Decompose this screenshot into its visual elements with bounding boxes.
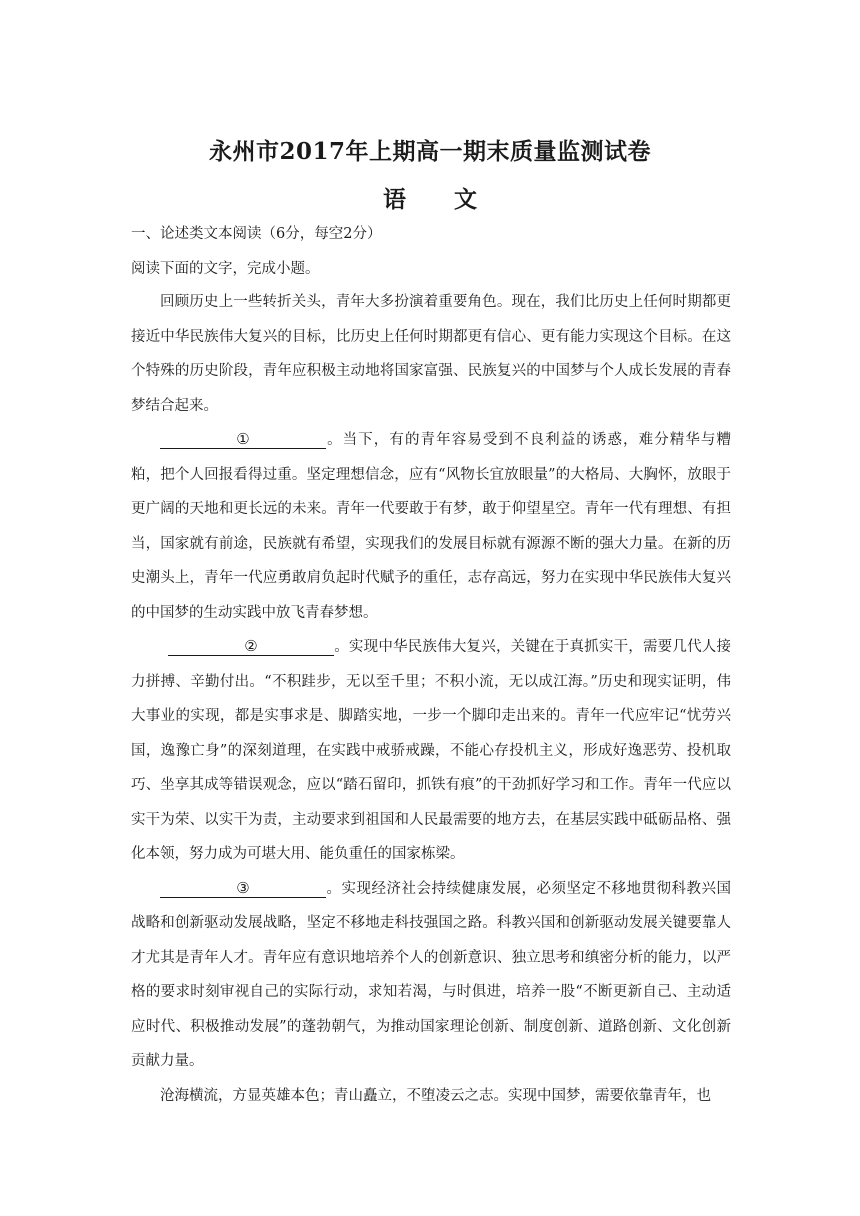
- subject-char-2: 文: [454, 186, 477, 213]
- paragraph-2-text: 。当下，有的青年容易受到不良利益的诱惑，难分精华与糟粕，把个人回报看得过重。坚定理想信念，应有“风物长宜放眼量”的大格局、大胸怀，放眼于更广阔的天地和更长远的未来。青年一代要敢于有梦，敢于仰望星空。青年一代有理想、有担当，国家就有前途，民族就有希望，实现我们的发展目标就有源源不断的强大力量。在新的历史潮头上，青年一代应勇敢肩负起时代赋予的重任，志存高远，努力在实现中华民族伟大复兴的中国梦的生动实践中放飞青春梦想。: [131, 432, 731, 621]
- fill-blank-3: [160, 878, 326, 898]
- blank-number-2: ②: [244, 637, 258, 655]
- exam-title: 永州市2017年上期高一期末质量监测试卷: [208, 138, 651, 165]
- passage-paragraph-1: 回顾历史上一些转折关头，青年大多扮演着重要角色。现在，我们比历史上任何时期都更接近中华民族伟大复兴的目标，比历史上任何时期都更有信心、更有能力实现这个目标。在这个特殊的历史阶段，青年应积极主动地将国家富强、民族复兴的中国梦与个人成长发展的青春梦结合起来。: [131, 294, 731, 414]
- paragraph-3-text: 。实现中华民族伟大复兴，关键在于真抓实干，需要几代人接力拼搏、辛勤付出。“不积跬步，无以至千里；不积小流，无以成江海。”历史和现实证明，伟大事业的实现，都是实事求是、脚踏实地，一步一个脚印走出来的。青年一代应牢记“忧劳兴国，逸豫亡身”的深刻道理，在实践中戒骄戒躁，不能心存投机主义，形成好逸恶劳、投机取巧、坐享其成等错误观念，应以“踏石留印，抓铁有痕”的干劲抓好学习和工作。青年一代应以实干为荣、以实干为责，主动要求到祖国和人民最需要的地方去，在基层实践中砥砺品格、强化本领，努力成为可堪大用、能负重任的国家栋梁。: [131, 639, 731, 862]
- passage-paragraph-5: 沧海横流，方显英雄本色；青山矗立，不堕凌云之志。实现中国梦，需要依靠青年，也: [160, 1087, 711, 1104]
- blank-number-1: ①: [236, 430, 250, 448]
- paragraph-4-text: 。实现经济社会持续健康发展，必须坚定不移地贯彻科教兴国战略和创新驱动发展战略，坚定不移地走科技强国之路。科教兴国和创新驱动发展关键要靠人才尤其是青年人才。青年应有意识地培养个人的创新意识、独立思考和缜密分析的能力，以严格的要求时刻审视自己的实际行动，求知若渴，与时俱进，培养一股“不断更新自己、主动适应时代、积极推动发展”的蓬勃朝气，为推动国家理论创新、制度创新、道路创新、文化创新贡献力量。: [131, 880, 731, 1069]
- passage-paragraph-4: [131, 872, 731, 1079]
- section-heading: 一、论述类文本阅读（6分，每空2分）: [131, 226, 382, 242]
- blank-number-3: ③: [236, 878, 250, 897]
- passage-paragraph-3: [131, 630, 731, 872]
- reading-instruction: 阅读下面的文字，完成小题。: [131, 261, 320, 277]
- subject-char-1: 语: [383, 186, 406, 213]
- subject-heading: [0, 181, 860, 214]
- fill-blank-2: [168, 636, 334, 656]
- passage-paragraph-2: [131, 423, 731, 630]
- fill-blank-1: [160, 429, 326, 449]
- reading-passage: [131, 285, 731, 1113]
